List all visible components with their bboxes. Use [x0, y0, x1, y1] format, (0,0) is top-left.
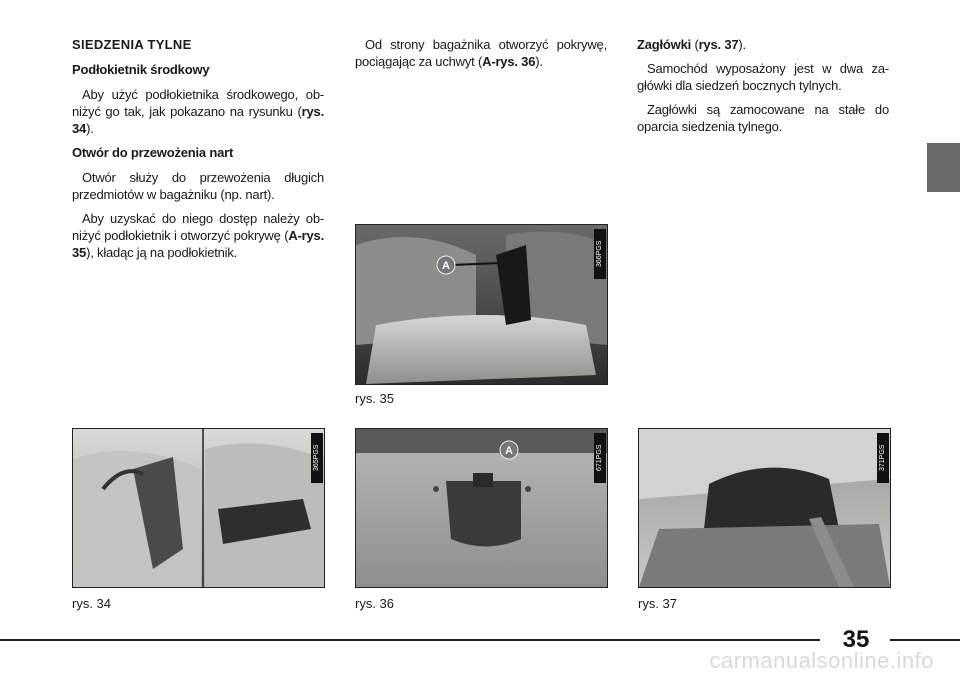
footer-rule [0, 639, 960, 641]
figure-36-photo [355, 428, 608, 588]
column-middle [355, 36, 607, 77]
figure-37-code: 371PGS [877, 433, 889, 483]
trunk-text-end: ). [535, 54, 543, 69]
subheading-ski-opening: Otwór do przewożenia nart [72, 145, 234, 160]
armrest-figure-ref: rys. 34 [72, 104, 324, 136]
headrest-paren-close: ). [738, 37, 746, 52]
figure-35-caption: rys. 35 [355, 391, 395, 406]
callout-a-badge [436, 255, 456, 275]
figure-37-illustration [639, 429, 890, 587]
figure-35-photo [355, 224, 608, 385]
callout-a-label-36: A [505, 445, 513, 457]
page-number: 35 [842, 626, 870, 653]
figure-36-caption: rys. 36 [355, 596, 395, 611]
ski-paragraph: Otwór służy do przewożenia długich przedmiotów w bagażniku (np. nart). [72, 170, 324, 202]
figure-36-code: 671PGS [594, 433, 606, 483]
access-text: Aby uzyskać do niego dostęp należy ob-niżyć podłokietnik i otworzyć pokrywę ( [72, 211, 324, 243]
armrest-paragraph [72, 86, 324, 137]
subheading-armrest: Podłokietnik środkowy [72, 62, 210, 77]
access-figure-ref: A-rys. 35 [72, 228, 324, 260]
figure-36-illustration [356, 429, 607, 587]
headrest-paragraph-2: Zagłówki są zamocowane na stałe do oparcia siedzenia tylnego. [637, 102, 889, 134]
trunk-text: Od strony bagażnika otworzyć pokrywę, pociągając za uchwyt ( [355, 37, 607, 69]
watermark [0, 648, 960, 674]
armrest-text-end: ). [86, 121, 94, 136]
access-text-end: ), kładąc ją na podłokietnik. [86, 245, 238, 260]
headrest-figure-ref: rys. 37 [698, 37, 739, 52]
headrest-paragraph-1: Samochód wyposażony jest w dwa za-główki dla siedzeń bocznych tylnych. [637, 61, 889, 93]
column-right [637, 36, 889, 142]
figure-34-caption: rys. 34 [72, 596, 112, 611]
headrest-paren-open: ( [691, 37, 699, 52]
section-heading-rear-seats: SIEDZENIA TYLNE [72, 37, 192, 52]
figure-35-illustration [356, 225, 607, 384]
trunk-figure-ref: A-rys. 36 [482, 54, 536, 69]
watermark-text: carmanualsonline.info [709, 648, 934, 673]
figure-34-code: 365PGS [311, 433, 323, 483]
access-paragraph [72, 210, 324, 261]
figure-37-photo [638, 428, 891, 588]
subheading-headrests: Zagłówki [637, 37, 692, 52]
figure-35-code: 366PGS [594, 229, 606, 279]
column-left [72, 36, 324, 268]
figure-34-photo [72, 428, 325, 588]
callout-a-badge-36 [499, 440, 519, 460]
trunk-paragraph [355, 36, 607, 70]
armrest-text: Aby użyć podłokietnika środkowego, ob-niżyć go tak, jak pokazano na rysunku ( [72, 87, 324, 119]
headrest-heading-line [637, 36, 889, 53]
figure-34-illustration [73, 429, 324, 587]
callout-a-label: A [442, 260, 450, 272]
section-tab [927, 143, 960, 192]
figure-37-caption: rys. 37 [638, 596, 678, 611]
